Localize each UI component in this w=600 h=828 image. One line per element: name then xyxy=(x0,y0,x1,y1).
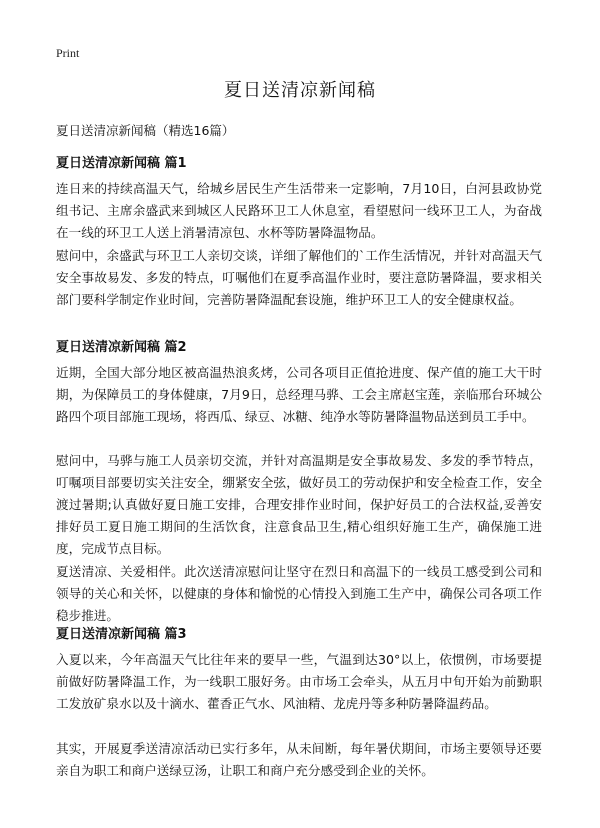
print-link[interactable]: Print xyxy=(56,46,80,60)
section-heading-2: 夏日送清凉新闻稿 篇2 xyxy=(56,340,187,355)
paragraph-3-2: 其实，开展夏季送清凉活动已实行多年，从未间断，每年暑伏期间，市场主要领导还要亲自为职工和商户送绿豆汤，让职工和商户充分感受到企业的关怀。 xyxy=(56,741,542,778)
section-heading-3: 夏日送清凉新闻稿 篇3 xyxy=(56,627,187,642)
section-heading-1: 夏日送清凉新闻稿 篇1 xyxy=(56,156,187,171)
paragraph-3-1: 入夏以来，今年高温天气比往年来的要早一些，气温到达30°以上，依惯例，市场要提前做好防暑降温工作，为一线职工服好务。由市场工会牵头，从五月中旬开始为前勤职工发放矿泉水以及十滴水、藿香正气水、风油精、龙虎丹等多种防暑降温药品。 xyxy=(56,652,542,711)
paragraph-1-1: 连日来的持续高温天气，给城乡居民生产生活带来一定影响，7月10日，白河县政协党组书记、主席余盛武来到城区人民路环卫工人休息室，看望慰问一线环卫工人，为奋战在一线的环卫工人送上消暑清凉包、水杯等防暑降温物品。 xyxy=(56,181,542,240)
paragraph-2-2: 慰问中，马骅与施工人员亲切交流，并针对高温期是安全事故易发、多发的季节特点，叮嘱项目部要切实关注安全，绷紧安全弦，做好员工的劳动保护和安全检查工作，安全渡过暑期;认真做好夏日施工安排，合理安排作业时间，保护好员工的合法权益,妥善安排好员工夏日施工期间的生活饮食，注意食品卫生,精心组织好施工生产，确保施工进度，完成节点目标。 xyxy=(56,453,542,556)
paragraph-2-1: 近期，全国大部分地区被高温热浪炙烤，公司各项目正值抢进度、保产值的施工大干时期，为保障员工的身体健康，7月9日，总经理马骅、工会主席赵宝莲，亲临邢台环城公路四个项目部施工现场，将西瓜、绿豆、冰糖、纯净水等防暑降温物品送到员工手中。 xyxy=(56,365,542,424)
paragraph-1-2: 慰问中，余盛武与环卫工人亲切交谈，详细了解他们的`工作生活情况，并针对高温天气安全事故易发、多发的特点，叮嘱他们在夏季高温作业时，要注意防暑降温，要求相关部门要科学制定作业时间，完善防暑降温配套设施，维护环卫工人的安全健康权益。 xyxy=(56,248,542,307)
paragraph-2-3: 夏送清凉、关爱相伴。此次送清凉慰问让坚守在烈日和高温下的一线员工感受到公司和领导的关心和关怀，以健康的身体和愉悦的心情投入到施工生产中，确保公司各项工作稳步推进。 xyxy=(56,564,542,623)
document-subtitle: 夏日送清凉新闻稿（精选16篇） xyxy=(56,123,235,138)
page-title: 夏日送清凉新闻稿 xyxy=(224,80,376,101)
